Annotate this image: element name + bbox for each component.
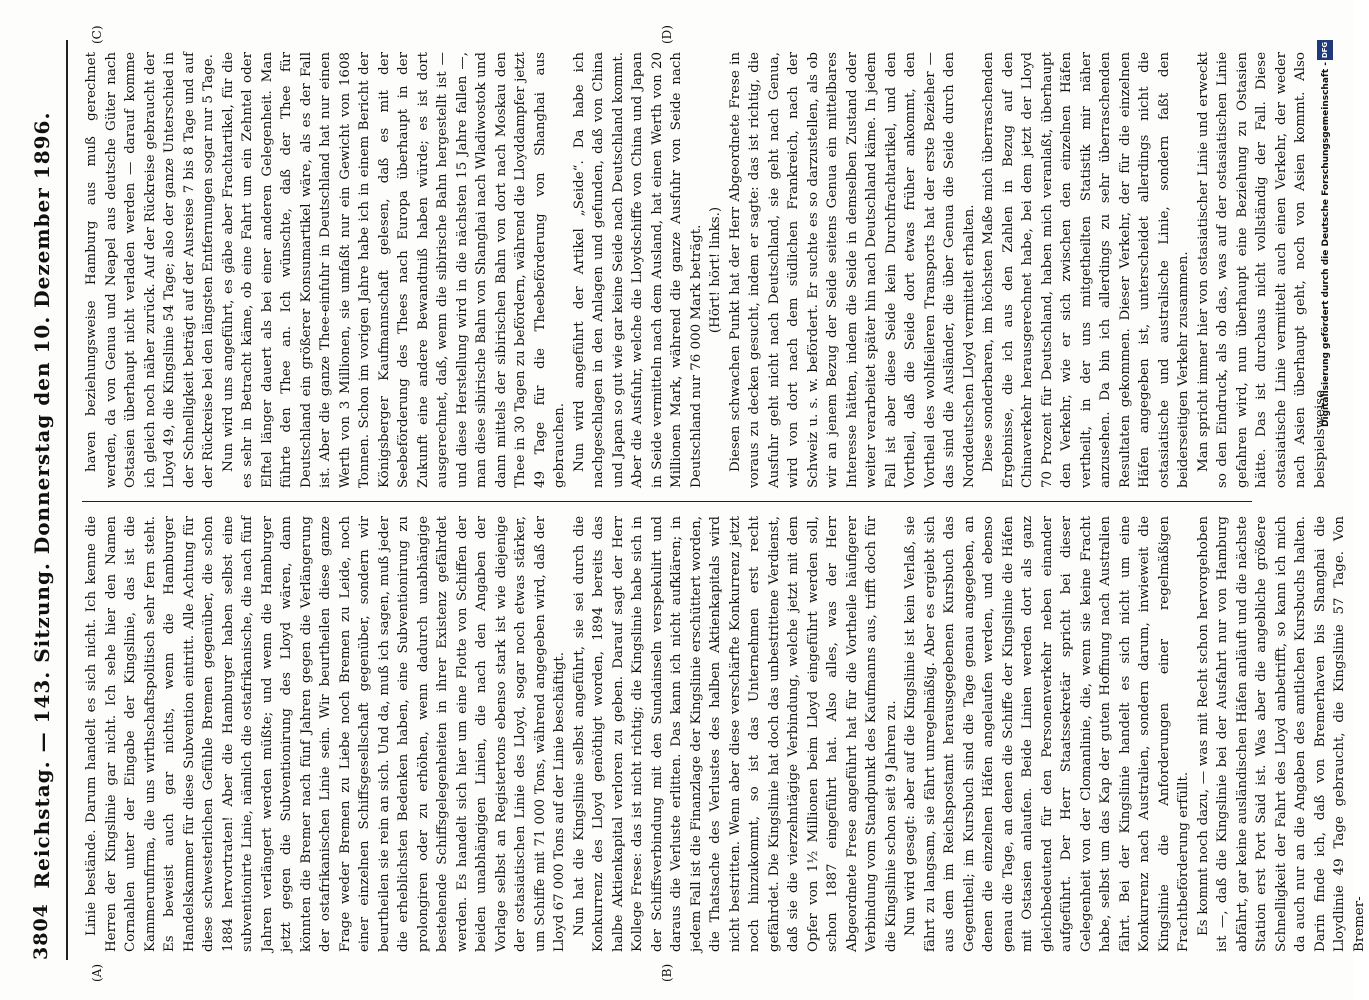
- left-column: [82, 516, 1367, 952]
- interjection: (Hört! hört! links.): [708, 206, 723, 334]
- margin-marker-d: (D): [660, 25, 674, 44]
- page-number: 3804: [30, 903, 52, 960]
- dfg-logo: DFG: [1317, 40, 1333, 60]
- paragraph: Nun wird angeführt der Artikel „Seide“. Da habe ich nachgeschlagen in den Anlagen und gefunden, daß von China und Japan so gut wie gar keine Seide nach Deutschland kommt. Aber die Ausfuhr, welche die Lloydschiffe von China und Japan in Seide vermitteln nach dem Ausland, hat einen Werth von 20 Millionen Mark, während die ganze Ausfuhr von Seide nach Deutschland nur 76 000 Mark beträgt.: [571, 52, 704, 488]
- margin-marker-c: (C): [90, 25, 104, 44]
- paragraph: Nun wird gesagt: aber auf die Kingslinie ist kein Verlaß, sie fährt zu langsam, sie fährt unregelmäßig. Aber es ergiebt sich aus dem im Reichspostamt herausgegebenen Kursbuch das Gegentheil; im Kursbuch sind die Tage genau angegeben, an denen die einzelnen Häfen angelaufen werden, und ebenso genau die Tage, an denen die Schiffe der Kingslinie die Häfen mit Ostasien anlaufen. Beide Linien werden dort als ganz gleichbedeutend für den Personenverkehr neben einander aufgeführt. Der Herr Staatssekretär spricht bei dieser Gelegenheit von der Clomanlinie, die, wenn sie keine Fracht habe, selbst um das Kap der guten Hoffnung nach Australien fährt. Bei der Kingslinie handelt es sich nicht um eine Konkurrenz nach Australien, sondern darum, inwieweit die Kingslinie die Anforderungen einer regelmäßigen Frachtbeförderung erfüllt.: [903, 516, 1191, 952]
- column-divider: [82, 501, 1252, 502]
- paragraph: Man spricht immer hier von ostasiatischer Linie und erweckt so den Eindruck, als ob das, was auf der ostasiatischen Linie gefahren wird, nun überhaupt eine Beziehung zu Ostasien hätte. Das ist durchaus nicht vollständig der Fall. Diese ostasiatische Linie vermittelt auch einen Verkehr, der weder nach Asien überhaupt geht, noch von Asien kommt. Also beispielsweise: [1195, 52, 1328, 488]
- paragraph: Diese sonderbaren, im höchsten Maße mich überraschenden Ergebnisse, die ich aus den Zahlen in Bezug auf den Chinaverkehr herausgerechnet habe, bei dem jetzt der Lloyd 70 Prozent für Deutschland, haben mich veranlaßt, überhaupt den Verkehr, wie er sich zwischen den einzelnen Häfen vertheilt, in der uns mitgetheilten Statistik mir näher anzusehen. Da bin ich allerdings zu sehr überraschenden Resultaten gekommen. Dieser Verkehr, der für die einzelnen Häfen angegeben ist, unterscheidet allerdings nicht die ostasiatische und australische Linie, sondern faßt den beiderseitigen Verkehr zusammen.: [981, 52, 1191, 488]
- page-footer: [1315, 40, 1339, 960]
- paragraph: Diesen schwachen Punkt hat der Herr Abgeordnete Frese in voraus zu decken gesucht, indem er sagte: das ist richtig, die Ausfuhr geht nicht nach Deutschland, sie geht nach Genua, wird von dort nach dem südlichen Frankreich, nach der Schweiz u. s. w. befördert. Er suchte es so darzustellen, als ob wir an jenem Bezug der Seide seitens Genua ein mittelbares Interesse hätten, indem die Seide in demselben Zustand oder weiter verarbeitet später hin nach Deutschland käme. In jedem Fall ist aber diese Seide kein Durchfrachtartikel, und den Vortheil, daß die Seide dort etwas früher ankommt, den Vortheil des wohlfeileren Transports hat der erste Bezieher — das sind die Ausländer, die über Genua die Seide durch den Norddeutschen Lloyd vermittelt erhalten.: [727, 52, 977, 488]
- paragraph: haven beziehungsweise Hamburg aus muß gerechnet werden, da von Genua und Neapel aus deutsche Güter nach Ostasien überhaupt nicht verladen werden — darauf komme ich gleich noch näher zurück. Auf der Rückreise gebraucht der Lloyd 49, die Kingslinie 54 Tage; also der ganze Unterschied in der Schnelligkeit beträgt auf der Ausreise 7 bis 8 Tage und auf der Rückreise bei den längsten Entfernungen sogar nur 5 Tage.: [84, 52, 216, 488]
- margin-marker-a: (A): [90, 963, 104, 982]
- margin-marker-b: (B): [660, 963, 674, 982]
- paragraph: Es kommt noch dazu, — was mit Recht schon hervorgehoben ist —, daß die Kingslinie bei der Ausfahrt nur von Hamburg abfährt, gar keine ausländischen Häfen anläuft und die nächste Station erst Port Said ist. Was aber die angebliche größere Schnelligkeit der Fahrt des Lloyd anbetrifft, so kann ich mich da auch nur an die Angaben des amtlichen Kursbuchs halten. Darin finde ich, daß von Bremerhaven bis Shanghai die Lloydlinie 49 Tage gebraucht, die Kingslinie 57 Tage. Von Bremer-: [1195, 516, 1367, 952]
- paragraph: Nun wird uns angeführt, es gäbe aber Frachtartikel, für die es sehr in Betracht käme, ob eine Fahrt um ein Zehntel oder Elftel länger dauert als bei einer anderen Gelegenheit. Man führte den Thee an. Ich wünschte, daß der Thee für Deutschland ein größerer Konsumartikel wäre, als es der Fall ist. Aber die ganze Thee-einfuhr in Deutschland hat nur einen Werth von 3 Millionen, sie umfaßt nur ein Gewicht von 1608 Tonnen. Schon im vorigen Jahre habe ich in einem Bericht der Königsberger Kaufmannschaft gelesen, daß es mit der Seebeförderung des Thees nach Europa überhaupt in der Zukunft eine andere Bewandtniß haben würde; es ist dort ausgerechnet, daß, wenn die sibirische Bahn hergestellt ist — und diese Herstellung wird in die nächsten 15 Jahre fallen —, man diese sibirische Bahn von Shanghai nach Wladiwostok und dann mittels der sibirischen Bahn von dort nach Moskau den Thee in 30 Tagen zu befördern, während die Lloyddampfer jetzt 49 Tage für die Theebeförderung von Shanghai aus gebrauchen.: [220, 52, 567, 488]
- page-title: Reichstag. — 143. Sitzung. Donnerstag den 10. Dezember 1896.: [30, 111, 54, 889]
- paragraph: Nun hat die Kingslinie selbst angeführt, sie sei durch die Konkurrenz des Lloyd genöthigt worden, 1894 bereits das halbe Aktienkapital verloren zu geben. Darauf sagt der Herr Kollege Frese: das ist nicht richtig; die Kingslinie habe sich in der Schiffsverbindung mit den Sundainseln verspekulirt und daraus die Verluste erlitten. Das kann ich nicht aufklären; in jedem Fall ist die Finanzlage der Kingslinie erschüttert worden, die Thatsache des Verlustes des halben Aktienkapitals wird nicht bestritten. Wenn aber diese verschärfte Konkurrenz jetzt noch hinzukommt, so ist das Unternehmen erst recht gefährdet. Die Kingslinie hat doch das unbestrittene Verdienst, daß sie die vierzehntägige Verbindung, welche jetzt mit dem Opfer von 1½ Millionen beim Lloyd eingeführt werden soll, schon 1887 eingeführt hat. Also alles, was der Herr Abgeordnete Frese angeführt hat für die Vortheile häufigerer Verbindung vom Standpunkt des Kaufmanns aus, trifft doch für die Kingslinie schon seit 9 Jahren zu.: [571, 516, 899, 952]
- paragraph: Linie bestände. Darum handelt es sich nicht. Ich kenne die Herren der Kingslinie gar nicht. Ich sehe hier den Namen Cornahlen unter der Eingabe der Kingslinie, das ist die Kammerunfirma, die uns wirthschaftspolitisch sehr fern steht. Es beweist auch gar nichts, wenn die Hamburger Handelskammer für diese Subvention eintritt. Alle Achtung für diese schwesterlichen Gefühle Bremen gegenüber, die schon 1884 hervortraten! Aber die Hamburger haben selbst eine subventionirte Linie, nämlich die ostafrikanische, die nach fünf Jahren verlängert werden müßte; und wenn die Hamburger jetzt gegen die Subventionirung des Lloyd wären, dann könnten die Bremer nach fünf Jahren gegen die Verlängerung der ostafrikanischen Linie sein. Wir beurtheilen diese ganze Frage weder Bremen zu Liebe noch Bremen zu Leide, noch einer einzelnen Schiffsgesellschaft gegenüber, sondern wir beurtheilen sie rein an sich. Und da, muß ich sagen, muß jeder die erheblichsten Bedenken haben, eine Subventionirung zu prolongiren oder zu erhöhen, wenn dadurch unabhängige bestehende Schiffsgelegenheiten in ihrer Existenz gefährdet werden. Es handelt sich hier um eine Flotte von Schiffen der beiden unabhängigen Linien, die nach den Angaben der Vorlage selbst an Registertons ebenso stark ist wie diejenige der ostasiatischen Linie des Lloyd, sogar noch etwas stärker, um Schiffe mit 71 000 Tons, während angegeben wird, daß der Lloyd 67 000 Tons auf der Linie beschäftigt.: [84, 516, 567, 952]
- page-header: [18, 40, 68, 960]
- digitization-credit: Digitalisierung gefördert durch die Deutsche Forschungsgemeinschaft -: [1321, 62, 1331, 427]
